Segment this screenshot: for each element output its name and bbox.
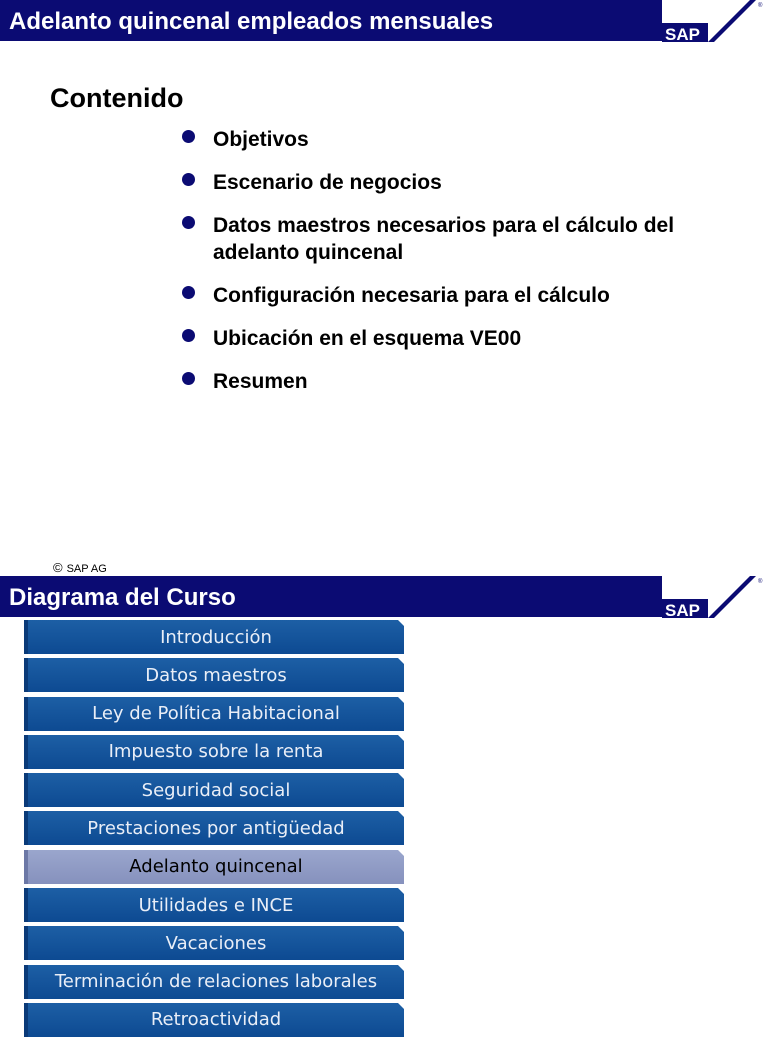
copyright-notice bbox=[53, 560, 107, 575]
slide-title: Diagrama del Curso bbox=[9, 584, 236, 611]
course-item-retroactividad[interactable]: Retroactividad bbox=[24, 1003, 404, 1037]
copyright-text: SAP AG bbox=[66, 563, 107, 575]
sap-logo bbox=[662, 576, 768, 618]
course-item-datos-maestros[interactable]: Datos maestros bbox=[24, 658, 404, 692]
bullet-item bbox=[180, 325, 750, 352]
bullet-text: Resumen bbox=[213, 370, 308, 393]
course-item-seguridad-social[interactable]: Seguridad social bbox=[24, 773, 404, 807]
bullet-icon bbox=[182, 372, 195, 385]
bullet-text: Configuración necesaria para el cálculo bbox=[213, 284, 610, 307]
course-module-list bbox=[24, 620, 404, 1041]
course-item-vacaciones[interactable]: Vacaciones bbox=[24, 926, 404, 960]
bullet-icon bbox=[182, 130, 195, 143]
sap-logo bbox=[662, 0, 768, 42]
copyright-icon: © bbox=[53, 560, 63, 575]
bullet-text: Ubicación en el esquema VE00 bbox=[213, 327, 522, 350]
course-item-impuesto-renta[interactable]: Impuesto sobre la renta bbox=[24, 735, 404, 769]
bullet-item bbox=[180, 212, 750, 266]
course-item-introduccion[interactable]: Introducción bbox=[24, 620, 404, 654]
course-item-ley-politica-habitacional[interactable]: Ley de Política Habitacional bbox=[24, 697, 404, 731]
bullet-icon bbox=[182, 329, 195, 342]
bullet-icon bbox=[182, 286, 195, 299]
bullet-list bbox=[180, 126, 750, 411]
bullet-text: Datos maestros necesarios para el cálculo del adelanto quincenal bbox=[213, 214, 675, 264]
sap-logo-text: SAP bbox=[665, 601, 700, 618]
bullet-icon bbox=[182, 216, 195, 229]
bullet-icon bbox=[182, 173, 195, 186]
bullet-item bbox=[180, 169, 750, 196]
bullet-item bbox=[180, 282, 750, 309]
bullet-text: Escenario de negocios bbox=[213, 171, 442, 194]
title-bar bbox=[0, 576, 662, 617]
slide-course-diagram bbox=[0, 576, 768, 1031]
section-heading: Contenido bbox=[50, 83, 184, 113]
slide-title: Adelanto quincenal empleados mensuales bbox=[9, 8, 494, 35]
bullet-text: Objetivos bbox=[213, 128, 309, 151]
title-bar bbox=[0, 0, 662, 41]
course-item-adelanto-quincenal[interactable]: Adelanto quincenal bbox=[24, 850, 404, 884]
svg-text:®: ® bbox=[758, 3, 763, 9]
bullet-item bbox=[180, 368, 750, 395]
bullet-item bbox=[180, 126, 750, 153]
course-item-utilidades-ince[interactable]: Utilidades e INCE bbox=[24, 888, 404, 922]
sap-logo-text: SAP bbox=[665, 25, 700, 42]
course-item-prestaciones-antiguedad[interactable]: Prestaciones por antigüedad bbox=[24, 811, 404, 845]
course-item-terminacion-relaciones[interactable]: Terminación de relaciones laborales bbox=[24, 965, 404, 999]
svg-text:®: ® bbox=[758, 579, 763, 585]
